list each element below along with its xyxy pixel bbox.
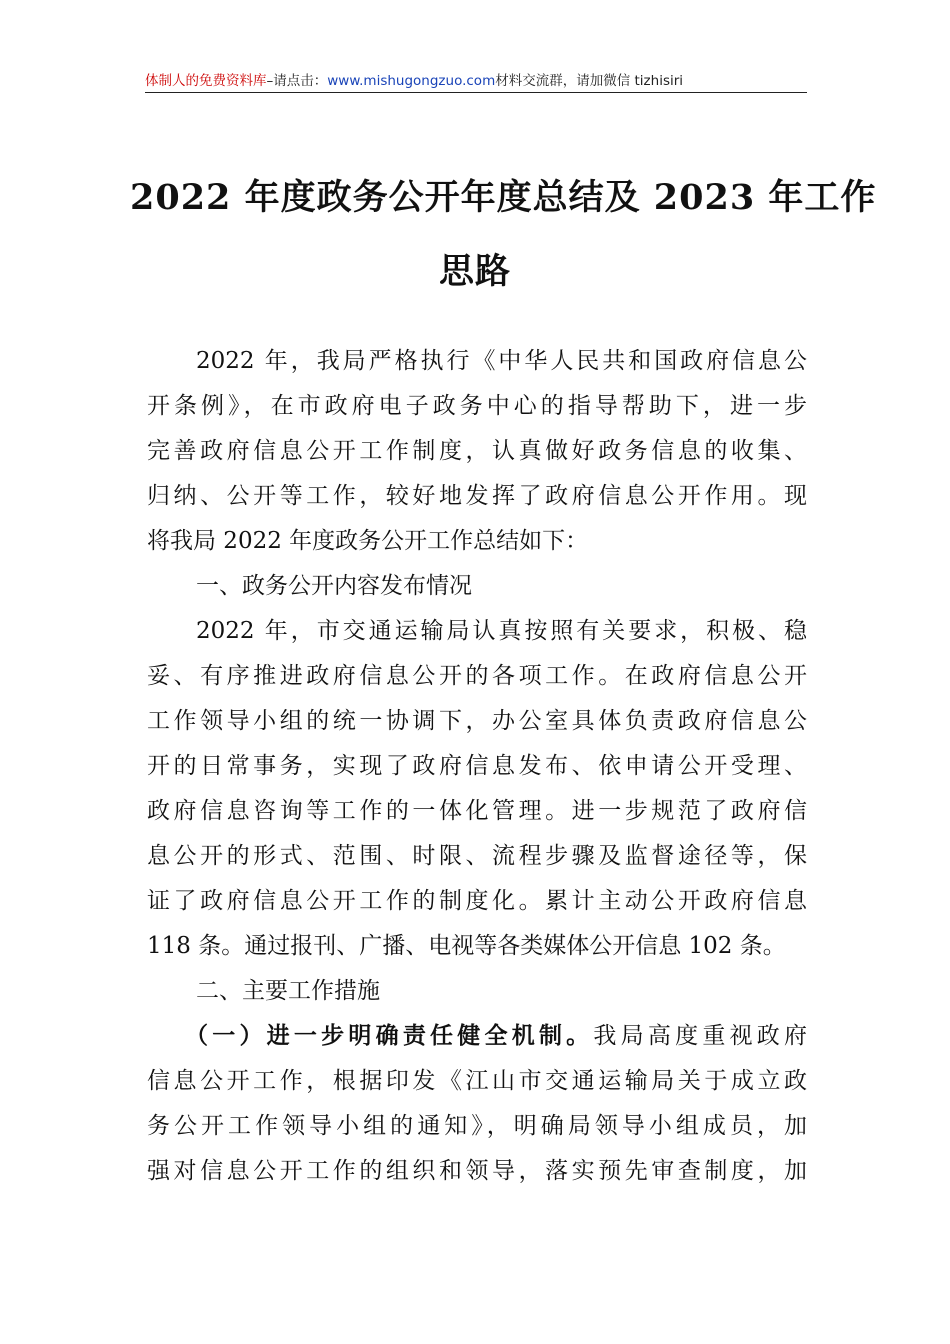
section-1-line-7: 证了政府信息公开工作的制度化。累计主动公开政府信息 (147, 888, 807, 914)
intro-line-2: 开条例》，在市政府电子政务中心的指导帮助下，进一步 (147, 393, 807, 419)
intro-line-1: 2022 年，我局严格执行《中华人民共和国政府信息公 (196, 348, 807, 374)
section-1-line-4: 开的日常事务，实现了政府信息发布、依申请公开受理、 (147, 753, 807, 779)
header-prompt: –请点击： (266, 73, 328, 89)
section-1-line-3: 工作领导小组的统一协调下，办公室具体负责政府信息公 (147, 708, 807, 734)
section-2-sub1-line-4: 强对信息公开工作的组织和领导，落实预先审查制度，加 (147, 1158, 807, 1184)
section-1-line-6: 息公开的形式、范围、时限、流程步骤及监督途径等，保 (147, 843, 807, 869)
header-site-name: 体制人的免费资料库 (145, 73, 267, 89)
section-1-heading: 一、政务公开内容发布情况 (196, 573, 472, 599)
section-1-line-2: 妥、有序推进政府信息公开的各项工作。在政府信息公开 (147, 663, 807, 689)
section-2-sub1-first-rest: 我局高度重视政府 (593, 1023, 807, 1049)
header-group-text: 材料交流群，请加微信 tizhisiri (495, 73, 684, 89)
section-1-line-8: 118 条。通过报刊、广播、电视等各类媒体公开信息 102 条。 (147, 933, 786, 959)
page-header (145, 70, 807, 93)
section-1-line-1: 2022 年，市交通运输局认真按照有关要求，积极、稳 (196, 618, 807, 644)
intro-line-5: 将我局 2022 年度政务公开工作总结如下： (147, 528, 589, 554)
section-2-sub1-line-3: 务公开工作领导小组的通知》，明确局领导小组成员，加 (147, 1113, 807, 1139)
document-title-line-2: 思路 (438, 251, 511, 292)
section-1-line-5: 政府信息咨询等工作的一体化管理。进一步规范了政府信 (147, 798, 807, 824)
document-title-line-1: 2022 年度政务公开年度总结及 2023 年工作 (130, 177, 877, 218)
section-2-sub1-line-1 (185, 1014, 807, 1058)
section-2-sub1-lead: （一）进一步明确责任健全机制。 (185, 1023, 594, 1049)
header-url-link[interactable]: www.mishugongzuo.com (327, 73, 496, 89)
intro-line-3: 完善政府信息公开工作制度，认真做好政务信息的收集、 (147, 438, 807, 464)
intro-line-4: 归纳、公开等工作，较好地发挥了政府信息公开作用。现 (147, 483, 807, 509)
section-2-heading: 二、主要工作措施 (196, 978, 380, 1004)
section-2-sub1-line-2: 信息公开工作，根据印发《江山市交通运输局关于成立政 (147, 1068, 807, 1094)
